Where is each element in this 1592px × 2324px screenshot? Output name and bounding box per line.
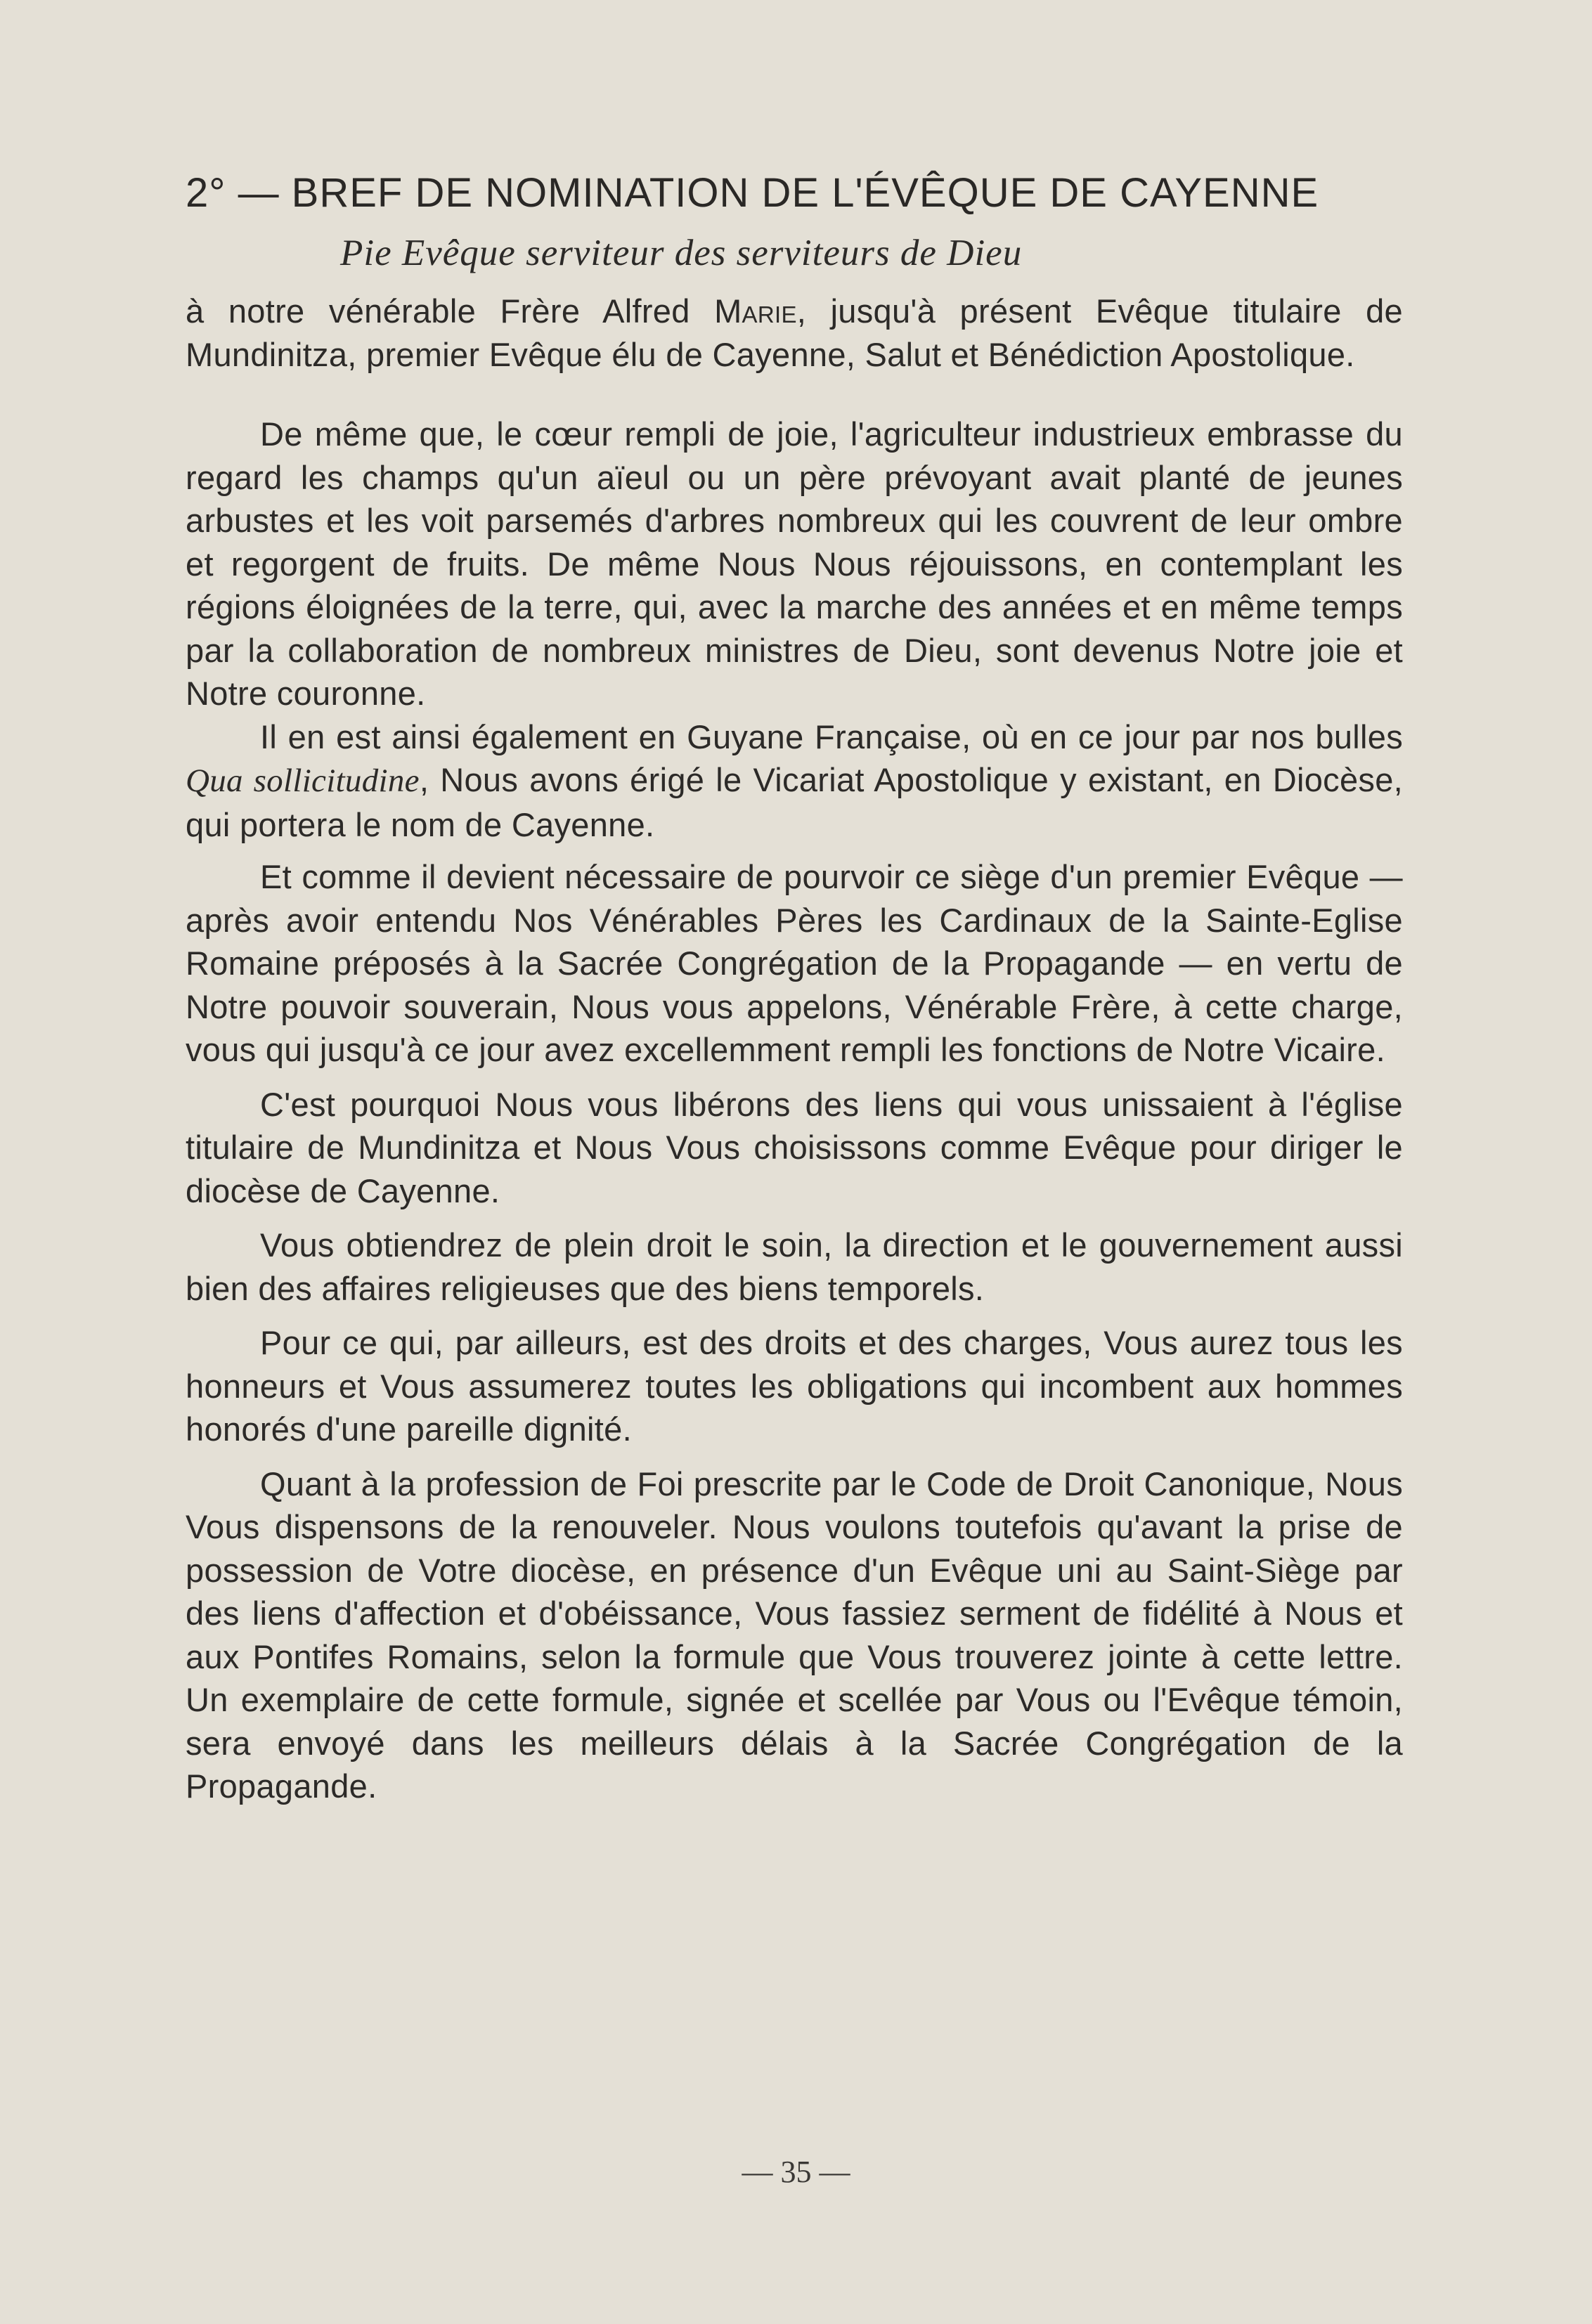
paragraph-1: De même que, le cœur rempli de joie, l'agriculteur industrieux embrasse du regard les champs qu'un aïeul ou un père prévoyant avait planté de jeunes arbustes et les voit parsemés d'arbres nombreux qui les couvrent de leur ombre et regorgent de fruits. De même Nous Nous réjouissons, en contemplant les régions éloignées de la terre, qui, avec la marche des années et en même temps par la collaboration de nombreux ministres de Dieu, sont devenus Notre joie et Notre couronne.: [186, 415, 1403, 712]
paragraph-6: Pour ce qui, par ailleurs, est des droits et des charges, Vous aurez tous les honneurs et Vous assumerez toutes les obligations qui incombent aux hommes honorés d'une pareille dignité.: [186, 1324, 1403, 1448]
bull-title: Qua sollicitudine: [186, 762, 420, 799]
paragraph-2: [186, 715, 1403, 847]
paragraph-4: C'est pourquoi Nous vous libérons des liens qui vous unissaient à l'église titulaire de Mundinitza et Nous Vous choisissons comme Evêque pour diriger le diocèse de Cayenne.: [186, 1085, 1403, 1209]
document-subheading: Pie Evêque serviteur des serviteurs de Dieu: [340, 233, 1023, 273]
address-text-end: , jusqu'à présent Evêque titulaire de Mundinitza, premier Evêque élu de Cayenne, Salut et Bénédiction Apostolique.: [186, 292, 1403, 373]
recipient-name: Marie: [714, 292, 797, 330]
paragraph-3: Et comme il devient nécessaire de pourvoir ce siège d'un premier Evêque — après avoir entendu Nos Vénérables Pères les Cardinaux de la Sainte-Eglise Romaine préposés à la Sacrée Congrégation de la Propagande — en vertu de Notre pouvoir souverain, Nous vous appelons, Vénérable Frère, à cette charge, vous qui jusqu'à ce jour avez excellemment rempli les fonctions de Notre Vicaire.: [186, 858, 1403, 1068]
page-number: — 35 —: [742, 2155, 850, 2189]
paragraph-2-start: Il en est ainsi également en Guyane Française, où en ce jour par nos bulles: [260, 718, 1403, 755]
address-text-start: à notre vénérable Frère Alfred: [186, 292, 715, 330]
paragraph-5: Vous obtiendrez de plein droit le soin, la direction et le gouvernement aussi bien des affaires religieuses que des biens temporels.: [186, 1226, 1403, 1307]
document-heading: 2° — BREF DE NOMINATION DE L'ÉVÊQUE DE CAYENNE: [186, 170, 1319, 216]
paragraph-7: Quant à la profession de Foi prescrite par le Code de Droit Canonique, Nous Vous dispensons de la renouveler. Nous voulons toutefois qu'avant la prise de possession de Votre diocèse, en présence d'un Evêque uni au Saint-Siège par des liens d'affection et d'obéissance, Vous fassiez serment de fidélité à Nous et aux Pontifes Romains, selon la formule que Vous trouverez jointe à cette lettre. Un exemplaire de cette formule, signée et scellée par Vous ou l'Evêque témoin, sera envoyé dans les meilleurs délais à la Sacrée Congrégation de la Propagande.: [186, 1465, 1403, 1805]
address-paragraph: [186, 290, 1403, 376]
paragraph-2-end: , Nous avons érigé le Vicariat Apostolique y existant, en Diocèse, qui portera le nom de Cayenne.: [186, 761, 1403, 843]
text-column: [186, 162, 1403, 1808]
